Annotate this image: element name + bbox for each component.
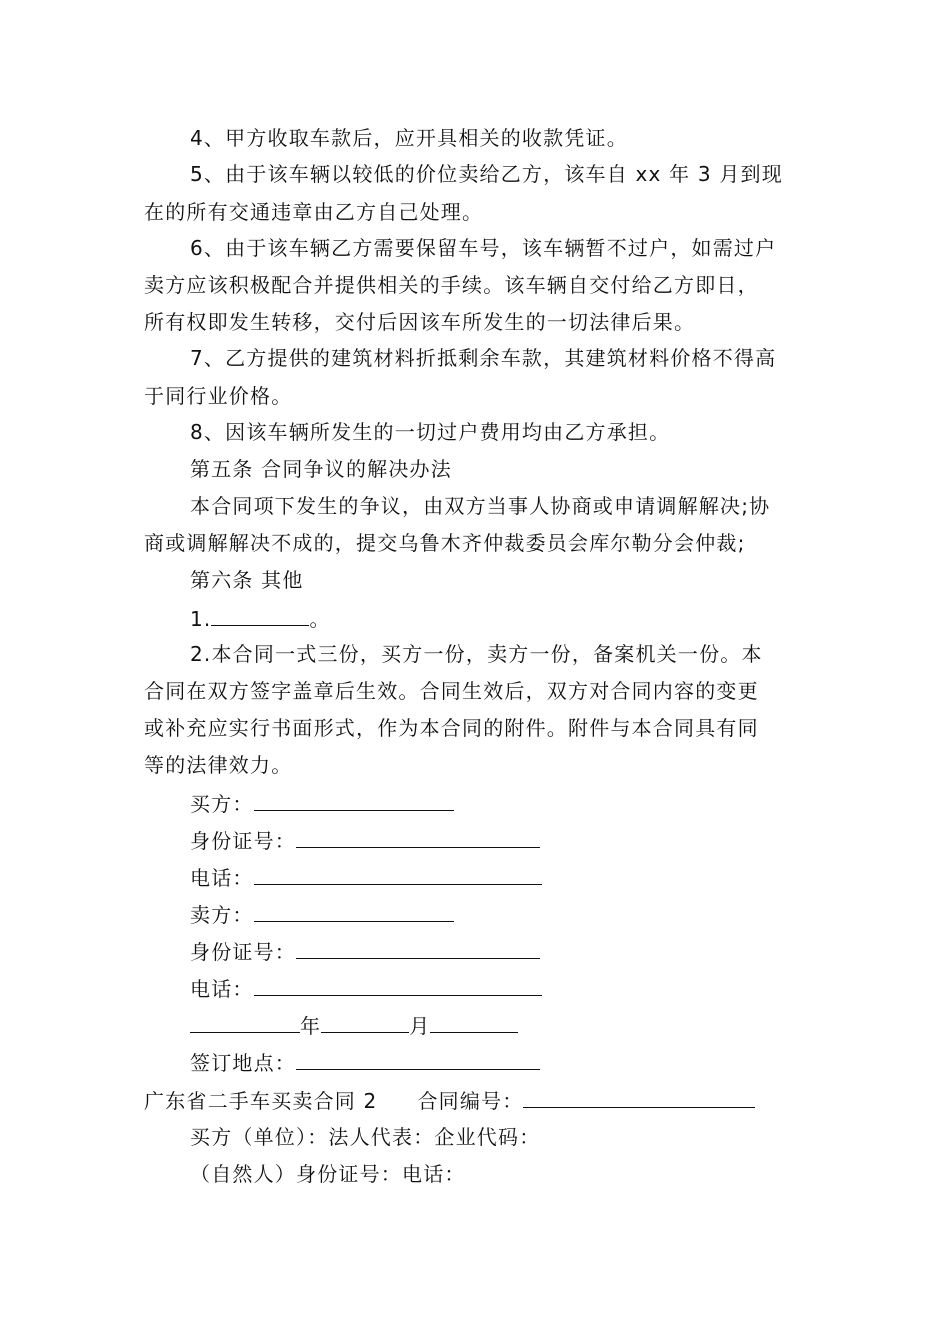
buyer-label: 买方： — [190, 792, 254, 816]
buyer-id-label: 身份证号： — [190, 829, 296, 853]
clause-6-line-2: 卖方应该积极配合并提供相关的手续。该车辆自交付给乙方即日， — [144, 273, 759, 297]
day-blank[interactable] — [430, 1012, 518, 1033]
article-5-heading: 第五条 合同争议的解决办法 — [190, 457, 452, 481]
clause-7-line-2: 于同行业价格。 — [144, 384, 293, 408]
natural-person-line: （自然人）身份证号：电话： — [190, 1162, 466, 1186]
seller-phone-line — [190, 975, 542, 1001]
buyer-id-blank[interactable] — [296, 827, 540, 848]
clause-5-line-2: 在的所有交通违章由乙方自己处理。 — [144, 200, 484, 224]
item-1-end: 。 — [309, 607, 331, 631]
article-6-item-2-line-1: 2.本合同一式三份，买方一份，卖方一份，备案机关一份。本 — [190, 642, 763, 666]
article-6-item-1 — [190, 605, 331, 631]
buyer-phone-line — [190, 864, 542, 890]
clause-6-line-3: 所有权即发生转移，交付后因该车所发生的一切法律后果。 — [144, 310, 696, 334]
seller-label: 卖方： — [190, 903, 254, 927]
article-5-line-2: 商或调解解决不成的，提交乌鲁木齐仲裁委员会库尔勒分会仲裁; — [144, 531, 746, 555]
place-blank[interactable] — [296, 1049, 540, 1070]
contract-no-blank[interactable] — [523, 1087, 755, 1108]
article-6-heading: 第六条 其他 — [190, 568, 304, 592]
seller-phone-label: 电话： — [190, 977, 254, 1001]
clause-8-line-1: 8、因该车辆所发生的一切过户费用均由乙方承担。 — [190, 420, 671, 444]
clause-6-line-1: 6、由于该车辆乙方需要保留车号，该车辆暂不过户，如需过户 — [190, 236, 777, 260]
buyer-phone-label: 电话： — [190, 866, 254, 890]
buyer-id-line — [190, 827, 540, 853]
article-6-item-2-line-4: 等的法律效力。 — [144, 753, 293, 777]
buyer-unit-line: 买方（单位）：法人代表：企业代码： — [190, 1125, 541, 1149]
contract-no-label: 合同编号： — [417, 1089, 524, 1113]
seller-blank[interactable] — [254, 901, 454, 922]
article-5-line-1: 本合同项下发生的争议，由双方当事人协商或申请调解解决;协 — [190, 494, 771, 518]
article-6-item-2-line-3: 或补充应实行书面形式，作为本合同的附件。附件与本合同具有同 — [144, 716, 759, 740]
article-6-item-2-line-2: 合同在双方签字盖章后生效。合同生效后，双方对合同内容的变更 — [144, 679, 759, 703]
year-blank[interactable] — [190, 1012, 300, 1033]
contract-2-title: 广东省二手车买卖合同 2 — [144, 1089, 378, 1113]
buyer-line — [190, 790, 454, 816]
seller-line — [190, 901, 454, 927]
seller-id-label: 身份证号： — [190, 940, 296, 964]
clause-4-line-1: 4、甲方收取车款后，应开具相关的收款凭证。 — [190, 126, 628, 150]
buyer-blank[interactable] — [254, 790, 454, 811]
month-blank[interactable] — [321, 1012, 409, 1033]
clause-5-line-1: 5、由于该车辆以较低的价位卖给乙方，该车自 xx 年 3 月到现 — [190, 162, 783, 186]
place-label: 签订地点： — [190, 1051, 296, 1075]
clause-7-line-1: 7、乙方提供的建筑材料折抵剩余车款，其建筑材料价格不得高 — [190, 346, 777, 370]
place-line — [190, 1049, 540, 1075]
seller-phone-blank[interactable] — [254, 975, 542, 996]
seller-id-line — [190, 938, 540, 964]
buyer-phone-blank[interactable] — [254, 864, 542, 885]
seller-id-blank[interactable] — [296, 938, 540, 959]
item-1-blank[interactable] — [211, 605, 309, 626]
contract-2-heading — [144, 1087, 755, 1113]
date-line — [190, 1012, 518, 1038]
month-label: 月 — [409, 1014, 431, 1038]
item-1-number: 1. — [190, 607, 212, 631]
year-label: 年 — [300, 1014, 322, 1038]
